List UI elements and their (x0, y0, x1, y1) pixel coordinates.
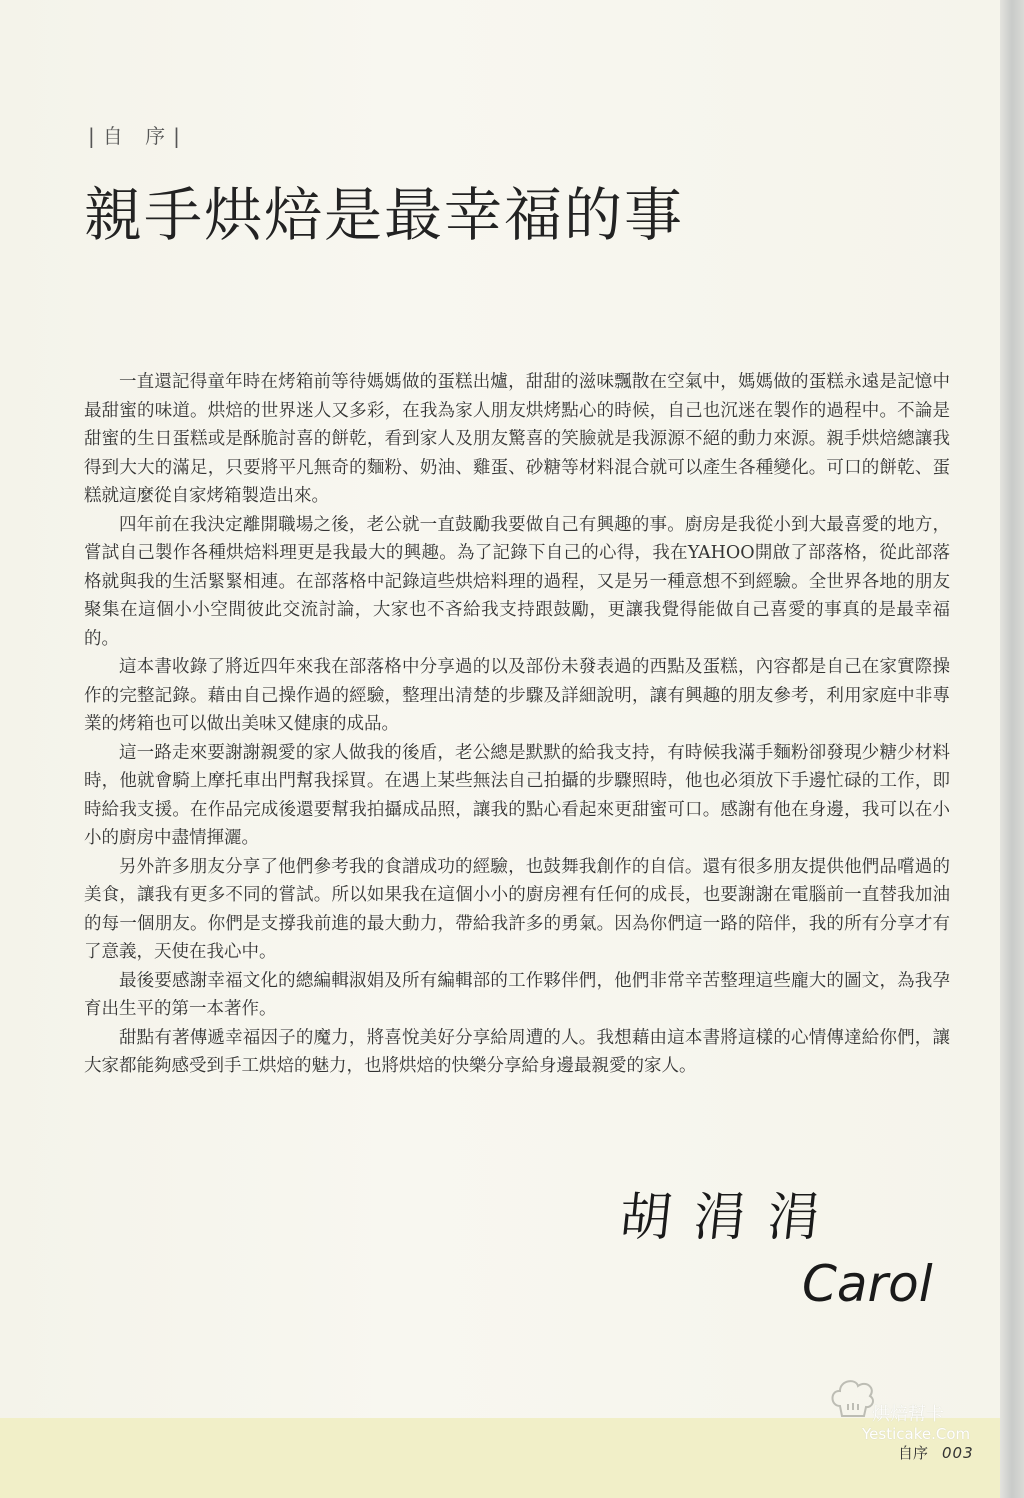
folio-section: 自序 (898, 1444, 929, 1462)
paragraph: 這一路走來要謝謝親愛的家人做我的後盾，老公總是默默的給我支持，有時候我滿手麵粉卻發現少糖少材料時，他就會騎上摩托車出門幫我採買。在遇上某些無法自己拍攝的步驟照時，他也必須放下手邊忙碌的工作，即時給我支援。在作品完成後還要幫我拍攝成品照，讓我的點心看起來更甜蜜可口。感謝有他在身邊，我可以在小小的廚房中盡情揮灑。 (84, 742, 950, 848)
signature-chinese: 胡涓涓 (616, 1188, 845, 1248)
paragraph: 最後要感謝幸福文化的總編輯淑娟及所有編輯部的工作夥伴們，他們非常辛苦整理這些龐大的圖文，為我孕育出生平的第一本著作。 (84, 970, 950, 1019)
paragraph: 一直還記得童年時在烤箱前等待媽媽做的蛋糕出爐，甜甜的滋味飄散在空氣中，媽媽做的蛋糕永遠是記憶中最甜蜜的味道。烘焙的世界迷人又多彩，在我為家人朋友烘烤點心的時候，自己也沉迷在製作的過程中。不論是甜蜜的生日蛋糕或是酥脆討喜的餅乾，看到家人及朋友驚喜的笑臉就是我源源不絕的動力來源。親手烘焙總讓我得到大大的滿足，只要將平凡無奇的麵粉、奶油、雞蛋、砂糖等材料混合就可以產生各種變化。可口的餅乾、蛋糕就這麼從自家烤箱製造出來。 (84, 372, 950, 506)
page-folio (898, 1442, 974, 1463)
paragraph: 甜點有著傳遞幸福因子的魔力，將喜悅美好分享給周遭的人。我想藉由這本書將這樣的心情傳達給你們，讓大家都能夠感受到手工烘焙的魅力，也將烘焙的快樂分享給身邊最親愛的家人。 (84, 1027, 950, 1076)
page-number: 003 (942, 1444, 974, 1462)
footer-band (0, 1418, 1000, 1498)
section-label: |自 序| (88, 124, 188, 148)
preface-body (84, 368, 950, 1081)
page-title: 親手烘焙是最幸福的事 (84, 181, 685, 249)
watermark-text: 烘焙幫卡 (872, 1404, 944, 1425)
chef-hat-logo-icon (828, 1376, 878, 1422)
paragraph: 這本書收錄了將近四年來我在部落格中分享過的以及部份未發表過的西點及蛋糕，內容都是自己在家實際操作的完整記錄。藉由自己操作過的經驗，整理出清楚的步驟及詳細說明，讓有興趣的朋友參考，利用家庭中非專業的烤箱也可以做出美味又健康的成品。 (84, 657, 950, 734)
paragraph: 另外許多朋友分享了他們參考我的食譜成功的經驗，也鼓舞我創作的自信。還有很多朋友提供他們品嚐過的美食，讓我有更多不同的嘗試。所以如果我在這個小小的廚房裡有任何的成長，也要謝謝在電腦前一直替我加油的每一個朋友。你們是支撐我前進的最大動力，帶給我許多的勇氣。因為你們這一路的陪伴，我的所有分享才有了意義，天使在我心中。 (84, 856, 950, 962)
book-spine-edge (1000, 0, 1024, 1498)
paragraph: 四年前在我決定離開職場之後，老公就一直鼓勵我要做自己有興趣的事。廚房是我從小到大最喜愛的地方，嘗試自己製作各種烘焙料理更是我最大的興趣。為了記錄下自己的心得，我在YAHOO開啟了部落格，從此部落格就與我的生活緊緊相連。在部落格中記錄這些烘焙料理的過程，又是另一種意想不到經驗。全世界各地的朋友聚集在這個小小空間彼此交流討論，大家也不吝給我支持跟鼓勵，更讓我覺得能做自己喜愛的事真的是最幸福的。 (84, 514, 950, 649)
author-signature (616, 1175, 933, 1313)
signature-english: Carol (802, 1255, 933, 1313)
watermark-url: Yesticake.Com (862, 1425, 971, 1443)
